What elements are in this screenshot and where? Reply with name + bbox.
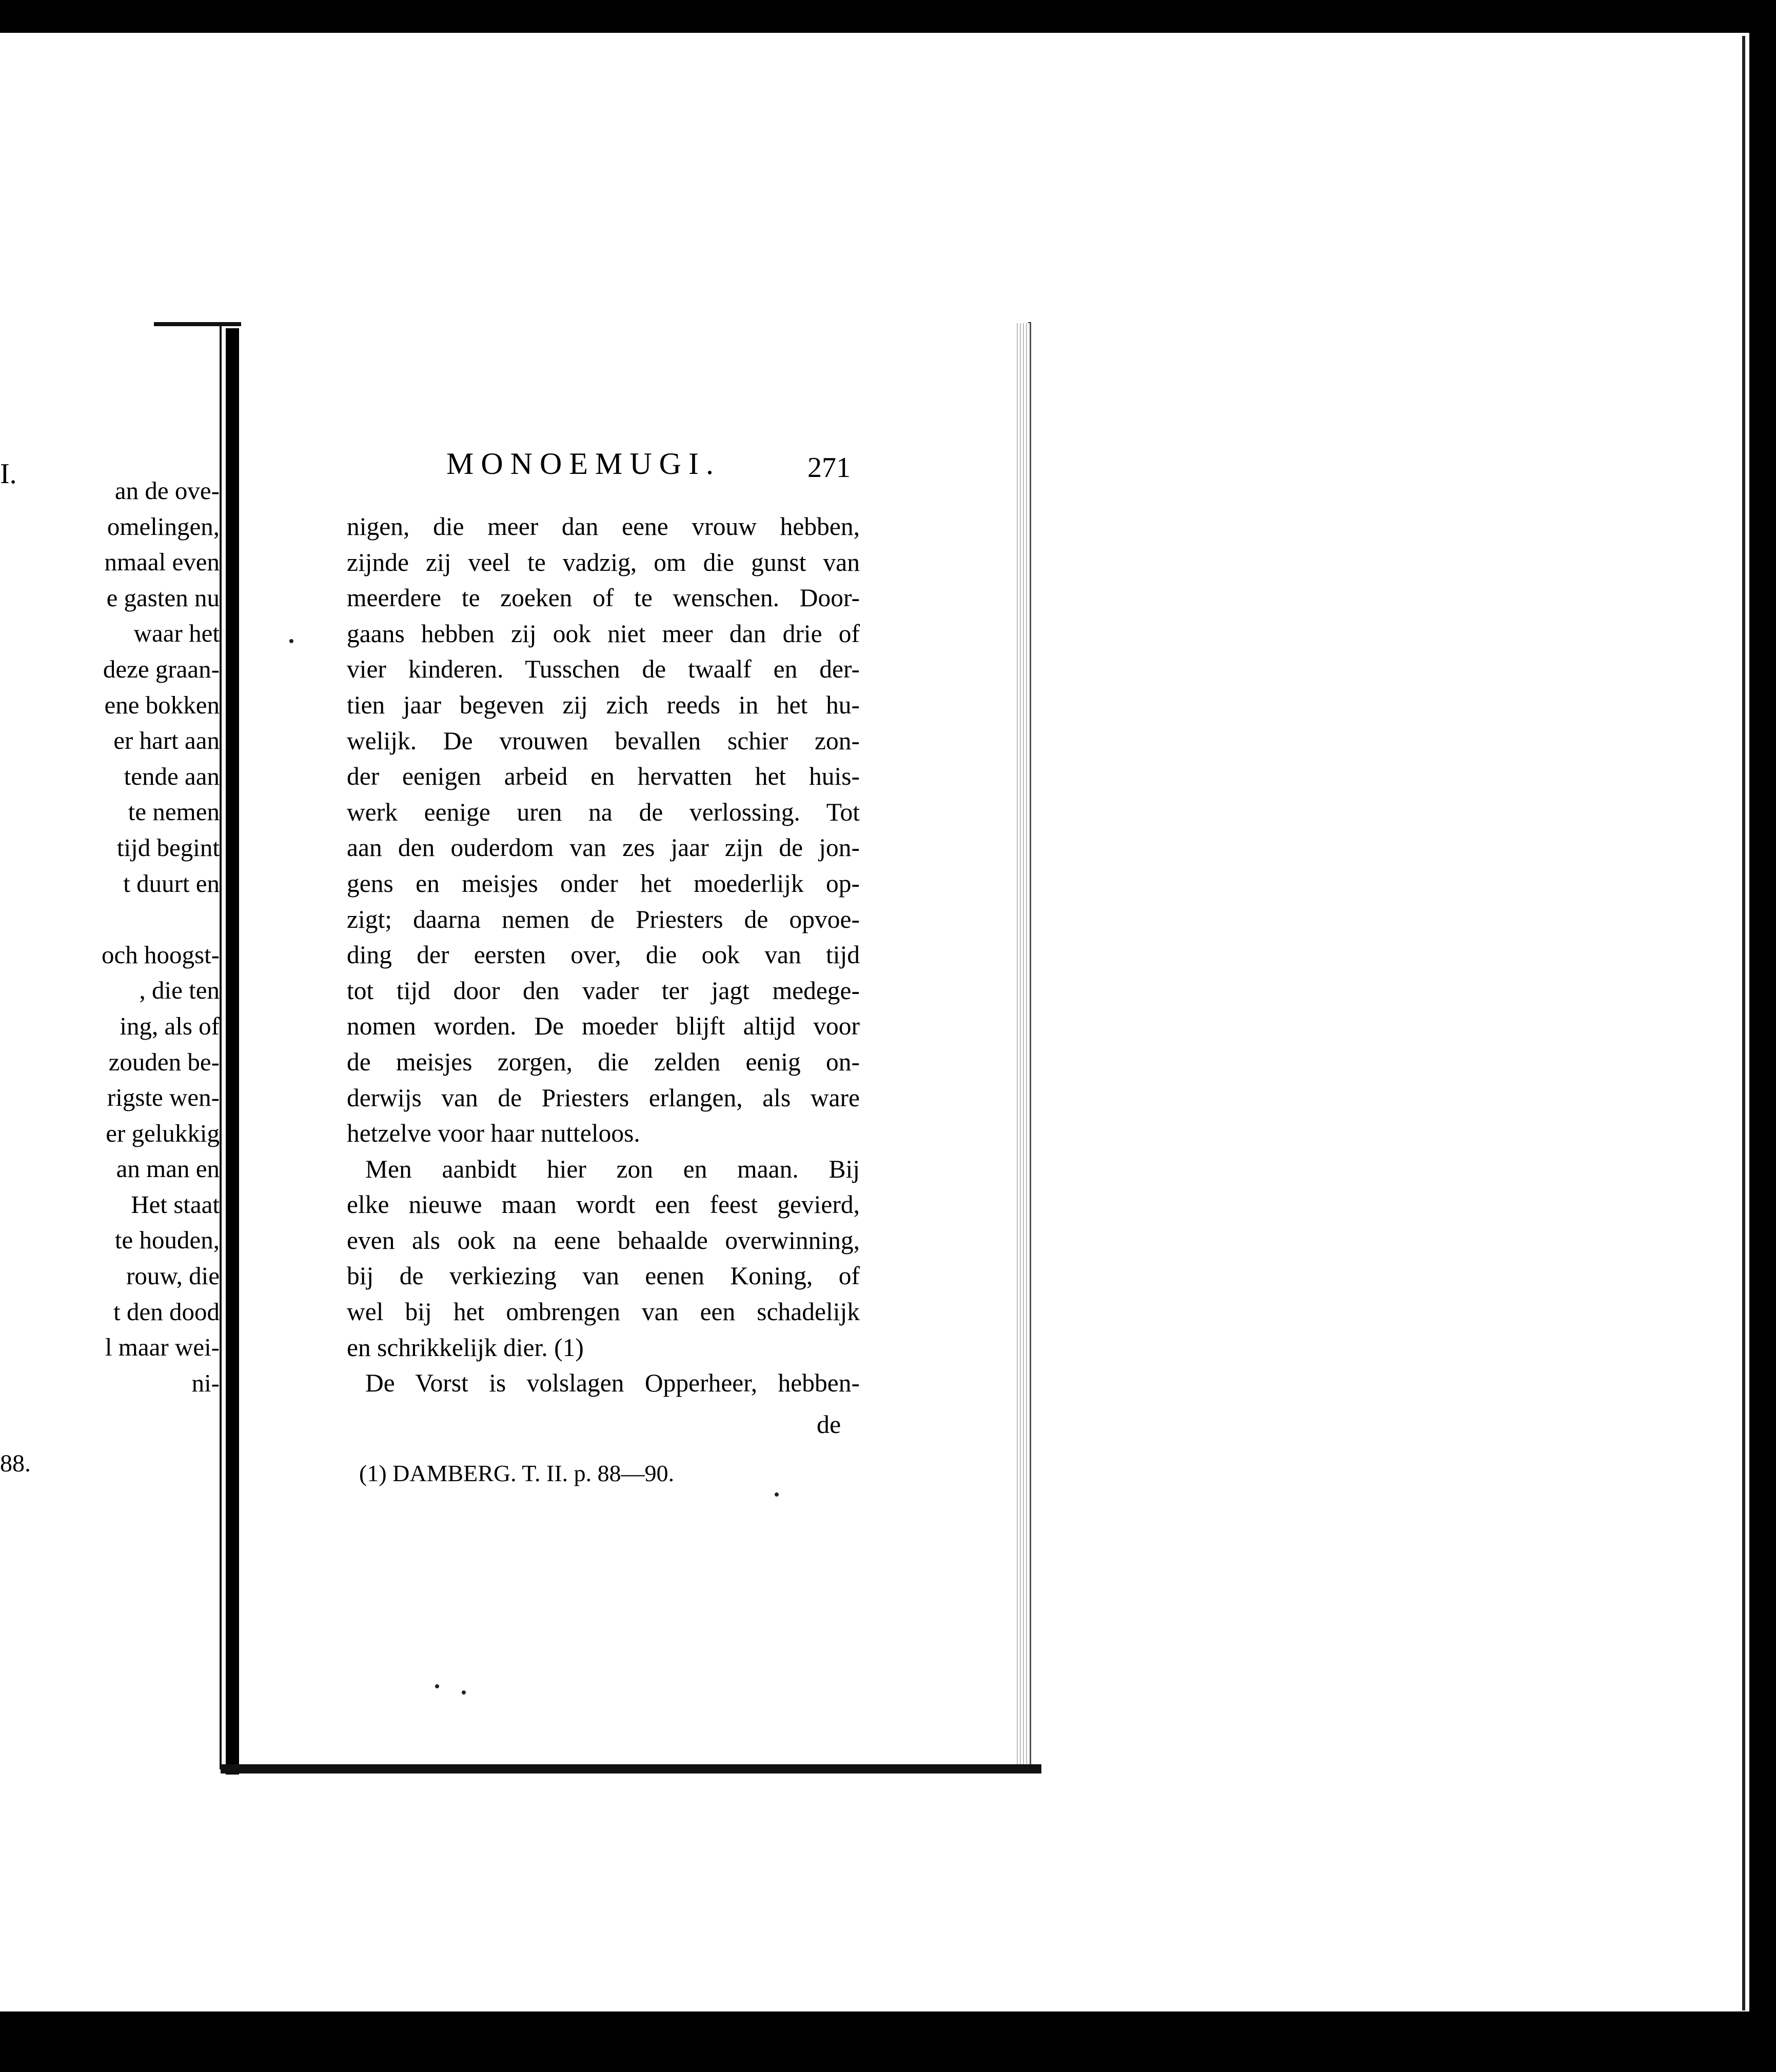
text-line: derwijs van de Priesters erlangen, als ware [347, 1083, 860, 1112]
text-line: gaans hebben zij ook niet meer dan drie of [347, 619, 860, 648]
text-line: nomen worden. De moeder blijft altijd voor [347, 1012, 860, 1041]
speck [462, 1690, 466, 1695]
scan-right-edge-line [1742, 36, 1745, 2010]
scan-right-border [1749, 33, 1776, 2011]
left-page-line: t den dood [113, 1297, 220, 1326]
text-line: wel bij het ombrengen van een schadelijk [347, 1298, 860, 1326]
text-line: der eenigen arbeid en hervatten het huis- [347, 762, 860, 791]
left-page-line: an man en [116, 1154, 220, 1183]
left-page-line: omelingen, [107, 512, 220, 541]
left-page-line: waar het [133, 619, 220, 648]
left-page-line: ene bokken [104, 690, 220, 719]
text-line: meerdere te zoeken of te wenschen. Door- [347, 584, 860, 612]
text-line: De Vorst is volslagen Opperheer, hebben- [365, 1369, 860, 1398]
running-head: MONOEMUGI. [446, 447, 721, 481]
speck [435, 1684, 439, 1688]
scan-bottom-border [0, 2011, 1776, 2072]
text-line: werk eenige uren na de verlossing. Tot [347, 798, 860, 826]
left-page-line: er gelukkig [106, 1119, 220, 1147]
text-line: Men aanbidt hier zon en maan. Bij [365, 1154, 860, 1183]
book-gutter [226, 328, 239, 1775]
left-page-line: tijd begint [116, 833, 220, 862]
text-line: elke nieuwe maan wordt een feest gevierd, [347, 1190, 860, 1219]
left-page-line: ing, als of [120, 1011, 220, 1040]
body-text [347, 509, 860, 1401]
page-number: 271 [807, 452, 851, 484]
text-line: en schrikkelijk dier. (1) [347, 1333, 584, 1362]
text-line: even als ook na eene behaalde overwinning, [347, 1226, 860, 1254]
text-line: tot tijd door den vader ter jagt medege- [347, 976, 860, 1005]
page-bottom-shadow [221, 1764, 1041, 1774]
text-line: bij de verkiezing van eenen Koning, of [347, 1262, 860, 1290]
catchword: de [817, 1410, 841, 1439]
left-page-line: ni- [191, 1368, 220, 1397]
left-page-line: deze graan- [103, 654, 220, 683]
text-line: tien jaar begeven zij zich reeds in het hu- [347, 690, 860, 719]
text-line: gens en meisjes onder het moederlijk op- [347, 869, 860, 898]
left-page-line: , die ten [139, 976, 220, 1005]
left-page-line: e gasten nu [106, 583, 220, 612]
left-page-line: te houden, [114, 1226, 220, 1254]
left-page-line: te nemen [128, 798, 220, 826]
speck [289, 639, 293, 643]
text-line: de meisjes zorgen, die zelden eenig on- [347, 1047, 860, 1076]
left-page-line: rigste wen- [107, 1083, 220, 1112]
text-line: ding der eersten over, die ook van tijd [347, 941, 860, 969]
footnote: (1) DAMBERG. T. II. p. 88—90. [359, 1460, 675, 1486]
left-page-line: nmaal even [104, 548, 220, 576]
text-line: zigt; daarna nemen de Priesters de opvoe- [347, 905, 860, 933]
text-line: nigen, die meer dan eene vrouw hebben, [347, 512, 860, 541]
left-page-signature: 88. [0, 1450, 31, 1477]
left-page-header-fragment: I. [0, 458, 17, 490]
left-page-line: Het staat [131, 1190, 220, 1219]
left-page-line: t duurt en [123, 869, 220, 898]
left-page-line: zouden be- [108, 1047, 220, 1076]
left-page-text [4, 473, 220, 1401]
text-line: vier kinderen. Tusschen de twaalf en der- [347, 655, 860, 684]
left-page-line: an de ove- [114, 476, 220, 505]
left-page-line: rouw, die [126, 1262, 220, 1290]
text-line: aan den ouderdom van zes jaar zijn de jon- [347, 833, 860, 862]
text-line: zijnde zij veel te vadzig, om die gunst van [347, 548, 860, 576]
left-page-line: tende aan [124, 762, 220, 790]
left-page-line: er hart aan [113, 726, 220, 755]
left-page-line: l maar wei- [105, 1333, 220, 1362]
left-page-line: och hoogst- [102, 940, 220, 969]
speck [775, 1492, 779, 1497]
left-page-line [4, 901, 220, 937]
page-edge-stack [1015, 323, 1030, 1767]
text-line: hetzelve voor haar nutteloos. [347, 1119, 640, 1148]
scan-top-border [0, 0, 1776, 33]
text-line: welijk. De vrouwen bevallen schier zon- [347, 726, 860, 755]
left-page [0, 323, 222, 1769]
